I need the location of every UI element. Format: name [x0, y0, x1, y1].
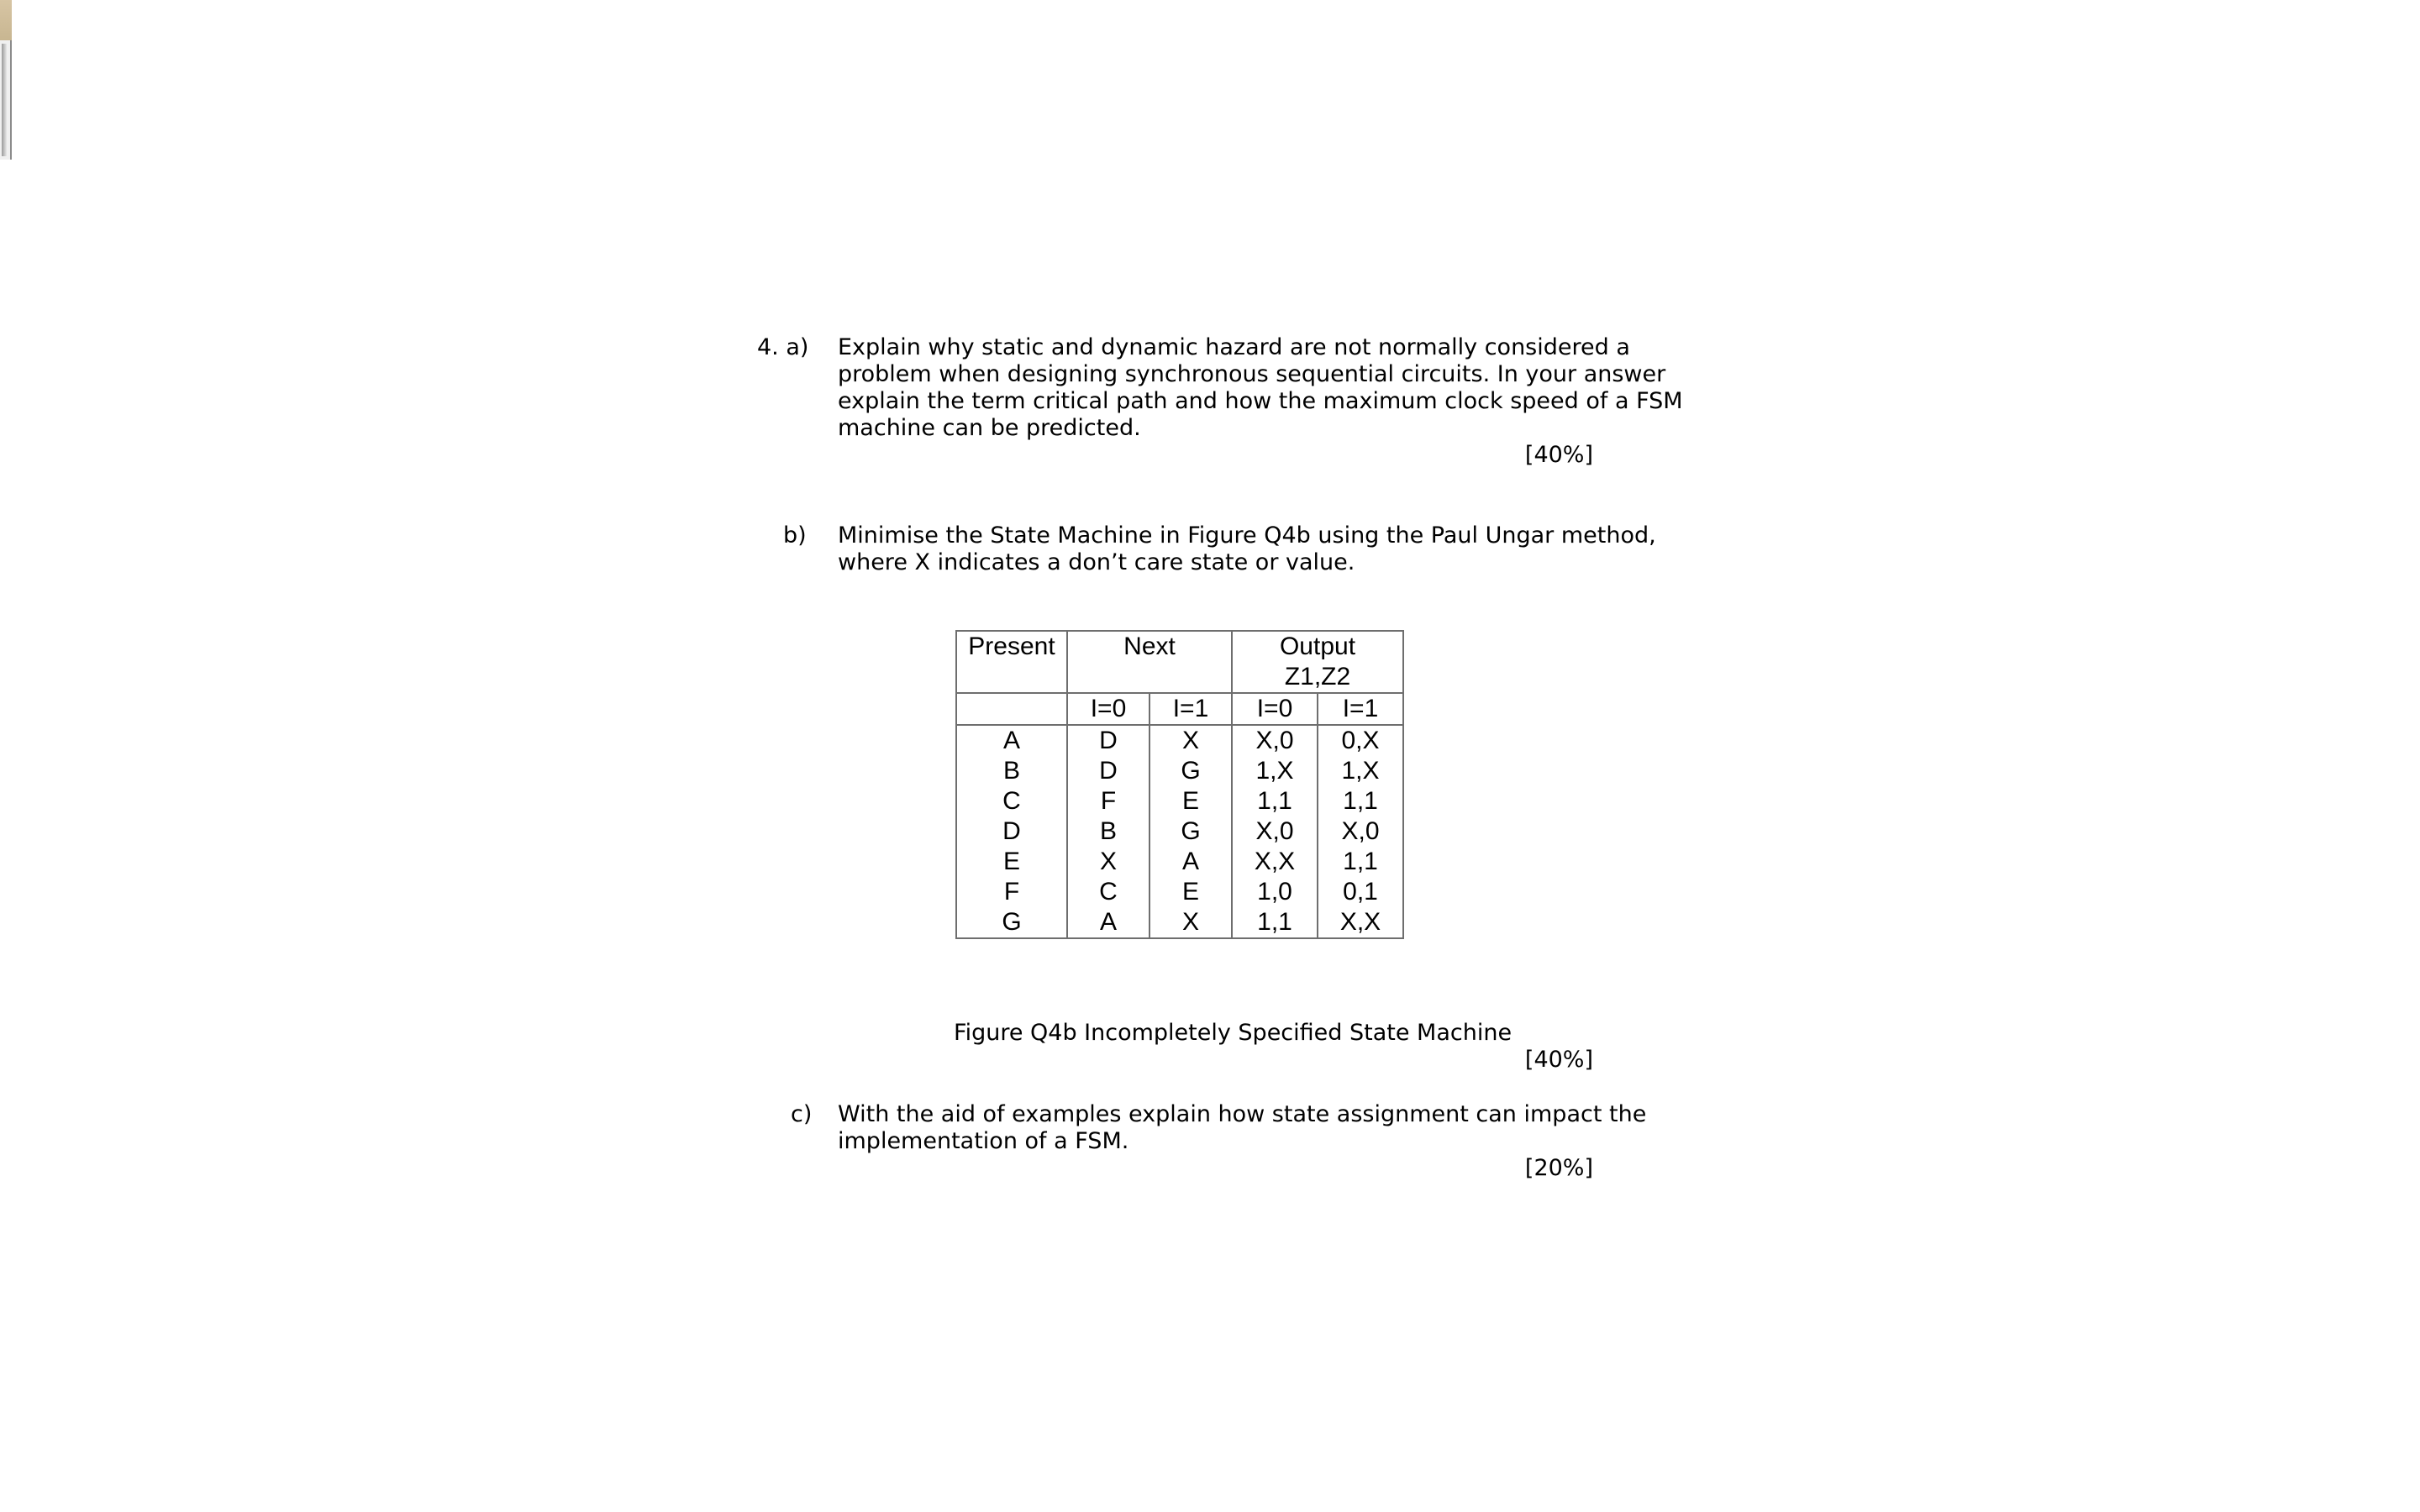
- cell-out-i1: 0,X: [1318, 725, 1403, 756]
- state-table: [955, 630, 1404, 939]
- cell-out-i1: 1,1: [1318, 847, 1403, 877]
- cell-out-i0: 1,1: [1232, 786, 1318, 816]
- cell-present: D: [956, 816, 1067, 847]
- part-c-label: c): [791, 1101, 813, 1127]
- cell-next-i0: B: [1067, 816, 1150, 847]
- cell-next-i0: X: [1067, 847, 1150, 877]
- cell-out-i1: X,X: [1318, 907, 1403, 938]
- cell-next-i1: E: [1150, 786, 1232, 816]
- subheader-next-i0: I=0: [1067, 693, 1150, 725]
- table-row: [956, 786, 1403, 816]
- header-present: Present: [956, 631, 1067, 693]
- cell-present: B: [956, 756, 1067, 786]
- cell-next-i0: D: [1067, 756, 1150, 786]
- cell-present: F: [956, 877, 1067, 907]
- part-a-line-1: Explain why static and dynamic hazard are not normally considered a: [838, 334, 1630, 360]
- corner-widget-top: [0, 0, 12, 40]
- cell-out-i0: 1,X: [1232, 756, 1318, 786]
- cell-next-i1: G: [1150, 816, 1232, 847]
- state-table-header-row: [956, 631, 1403, 693]
- cell-present: E: [956, 847, 1067, 877]
- cell-out-i1: 1,1: [1318, 786, 1403, 816]
- table-row: [956, 877, 1403, 907]
- part-a-line-4: machine can be predicted.: [838, 415, 1141, 441]
- part-b-label: b): [783, 522, 807, 549]
- part-a-line-2: problem when designing synchronous sequential circuits. In your answer: [838, 361, 1666, 387]
- window-corner-widget: [0, 0, 12, 160]
- part-b-line-2: where X indicates a don’t care state or value.: [838, 549, 1355, 575]
- cell-next-i1: G: [1150, 756, 1232, 786]
- cell-next-i1: X: [1150, 725, 1232, 756]
- cell-next-i0: F: [1067, 786, 1150, 816]
- cell-present: G: [956, 907, 1067, 938]
- cell-out-i0: 1,0: [1232, 877, 1318, 907]
- table-row: [956, 907, 1403, 938]
- subheader-out-i1: I=1: [1318, 693, 1403, 725]
- cell-out-i1: 0,1: [1318, 877, 1403, 907]
- state-table-subheader-row: [956, 693, 1403, 725]
- part-b-mark: [40%]: [1524, 1047, 1593, 1073]
- header-next: Next: [1067, 631, 1232, 693]
- corner-widget-scroll-edge: [0, 40, 12, 160]
- subheader-empty: [956, 693, 1067, 725]
- figure-caption: Figure Q4b Incompletely Specified State Machine: [954, 1020, 1512, 1046]
- header-output-line-2: Z1,Z2: [1284, 663, 1351, 690]
- cell-out-i0: X,0: [1232, 816, 1318, 847]
- part-c-line-1: With the aid of examples explain how state assignment can impact the: [838, 1101, 1647, 1127]
- table-row: [956, 847, 1403, 877]
- subheader-next-i1: I=1: [1150, 693, 1232, 725]
- table-row: [956, 725, 1403, 756]
- table-row: [956, 816, 1403, 847]
- table-row: [956, 756, 1403, 786]
- part-a-line-3: explain the term critical path and how the maximum clock speed of a FSM: [838, 388, 1683, 414]
- cell-next-i1: A: [1150, 847, 1232, 877]
- cell-present: A: [956, 725, 1067, 756]
- header-output: [1232, 631, 1403, 693]
- cell-out-i0: X,0: [1232, 725, 1318, 756]
- cell-next-i0: D: [1067, 725, 1150, 756]
- cell-next-i1: X: [1150, 907, 1232, 938]
- part-b-line-1: Minimise the State Machine in Figure Q4b using the Paul Ungar method,: [838, 522, 1656, 549]
- cell-next-i0: C: [1067, 877, 1150, 907]
- question-number: 4. a): [757, 334, 809, 360]
- cell-out-i0: X,X: [1232, 847, 1318, 877]
- part-c-line-2: implementation of a FSM.: [838, 1128, 1129, 1154]
- cell-out-i1: X,0: [1318, 816, 1403, 847]
- cell-next-i1: E: [1150, 877, 1232, 907]
- cell-present: C: [956, 786, 1067, 816]
- header-output-line-1: Output: [1279, 633, 1356, 660]
- part-c-mark: [20%]: [1524, 1155, 1593, 1181]
- cell-out-i1: 1,X: [1318, 756, 1403, 786]
- cell-next-i0: A: [1067, 907, 1150, 938]
- cell-out-i0: 1,1: [1232, 907, 1318, 938]
- subheader-out-i0: I=0: [1232, 693, 1318, 725]
- part-a-mark: [40%]: [1524, 442, 1593, 468]
